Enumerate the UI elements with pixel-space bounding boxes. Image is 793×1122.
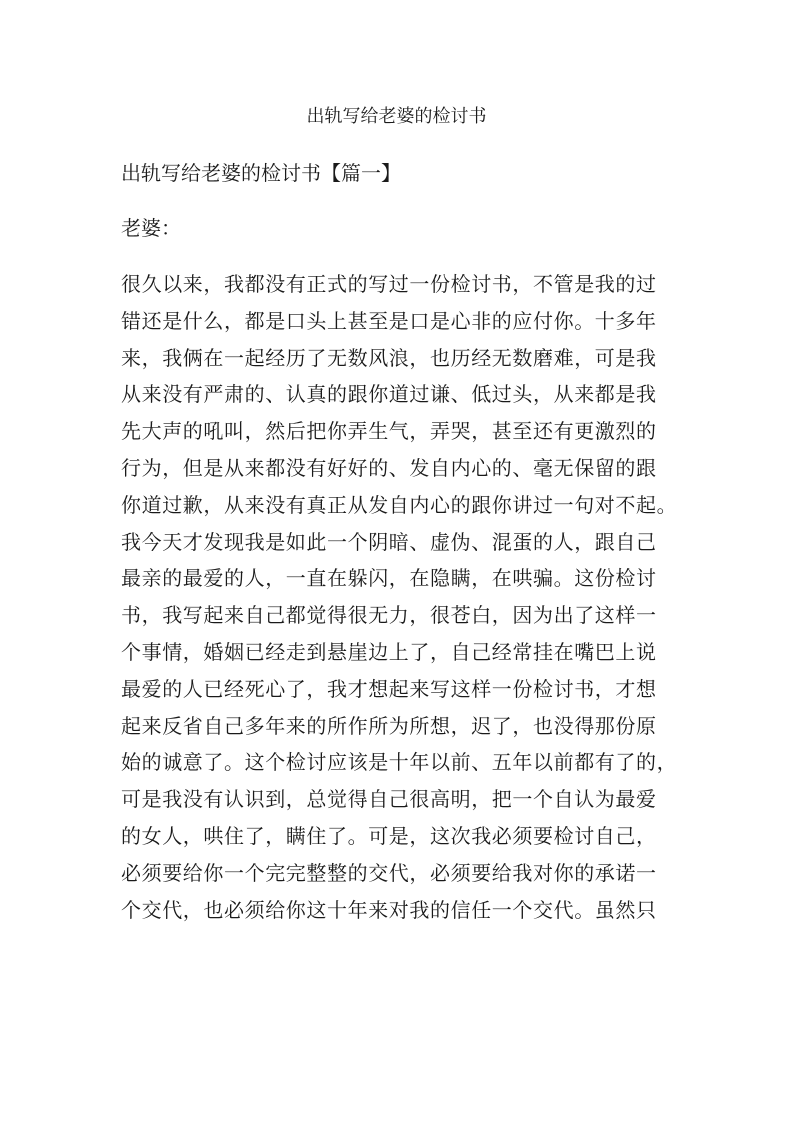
body-text bbox=[121, 266, 701, 928]
body-line: 我今天才发现我是如此一个阴暗、虚伪、混蛋的人，跟自己 bbox=[121, 529, 657, 554]
body-line: 书，我写起来自己都觉得很无力，很苍白，因为出了这样一 bbox=[121, 603, 657, 628]
section-heading: 出轨写给老婆的检讨书【篇一】 bbox=[121, 161, 401, 185]
body-line: 起来反省自己多年来的所作所为所想，迟了，也没得那份原 bbox=[121, 713, 657, 738]
body-line: 很久以来，我都没有正式的写过一份检讨书，不管是我的过 bbox=[121, 272, 657, 296]
body-line: 你道过歉，从来没有真正从发自内心的跟你讲过一句对不起。 bbox=[121, 492, 678, 517]
body-line: 必须要给你一个完完整整的交代，必须要给我对你的承诺一 bbox=[121, 860, 657, 885]
body-line: 最亲的最爱的人，一直在躲闪，在隐瞒，在哄骗。这份检讨 bbox=[121, 566, 657, 591]
body-line: 从来没有严肃的、认真的跟你道过谦、低过头，从来都是我 bbox=[121, 382, 657, 407]
body-line: 先大声的吼叫，然后把你弄生气，弄哭，甚至还有更激烈的 bbox=[121, 419, 657, 444]
body-line: 始的诚意了。这个检讨应该是十年以前、五年以前都有了的， bbox=[121, 750, 678, 775]
body-line: 错还是什么，都是口头上甚至是口是心非的应付你。十多年 bbox=[121, 308, 657, 333]
body-line: 行为，但是从来都没有好好的、发自内心的、毫无保留的跟 bbox=[121, 455, 657, 480]
body-line: 的女人，哄住了，瞒住了。可是，这次我必须要检讨自己， bbox=[121, 823, 657, 848]
document-title: 出轨写给老婆的检讨书 bbox=[306, 106, 487, 127]
body-line: 最爱的人已经死心了，我才想起来写这样一份检讨书，才想 bbox=[121, 676, 657, 701]
body-line: 个事情，婚姻已经走到悬崖边上了，自己经常挂在嘴巴上说 bbox=[121, 639, 657, 664]
salutation: 老婆： bbox=[121, 216, 181, 240]
body-line: 可是我没有认识到，总觉得自己很高明，把一个自认为最爱 bbox=[121, 787, 657, 812]
body-line: 个交代，也必须给你这十年来对我的信任一个交代。虽然只 bbox=[121, 897, 657, 922]
body-line: 来，我俩在一起经历了无数风浪，也历经无数磨难，可是我 bbox=[121, 345, 657, 370]
